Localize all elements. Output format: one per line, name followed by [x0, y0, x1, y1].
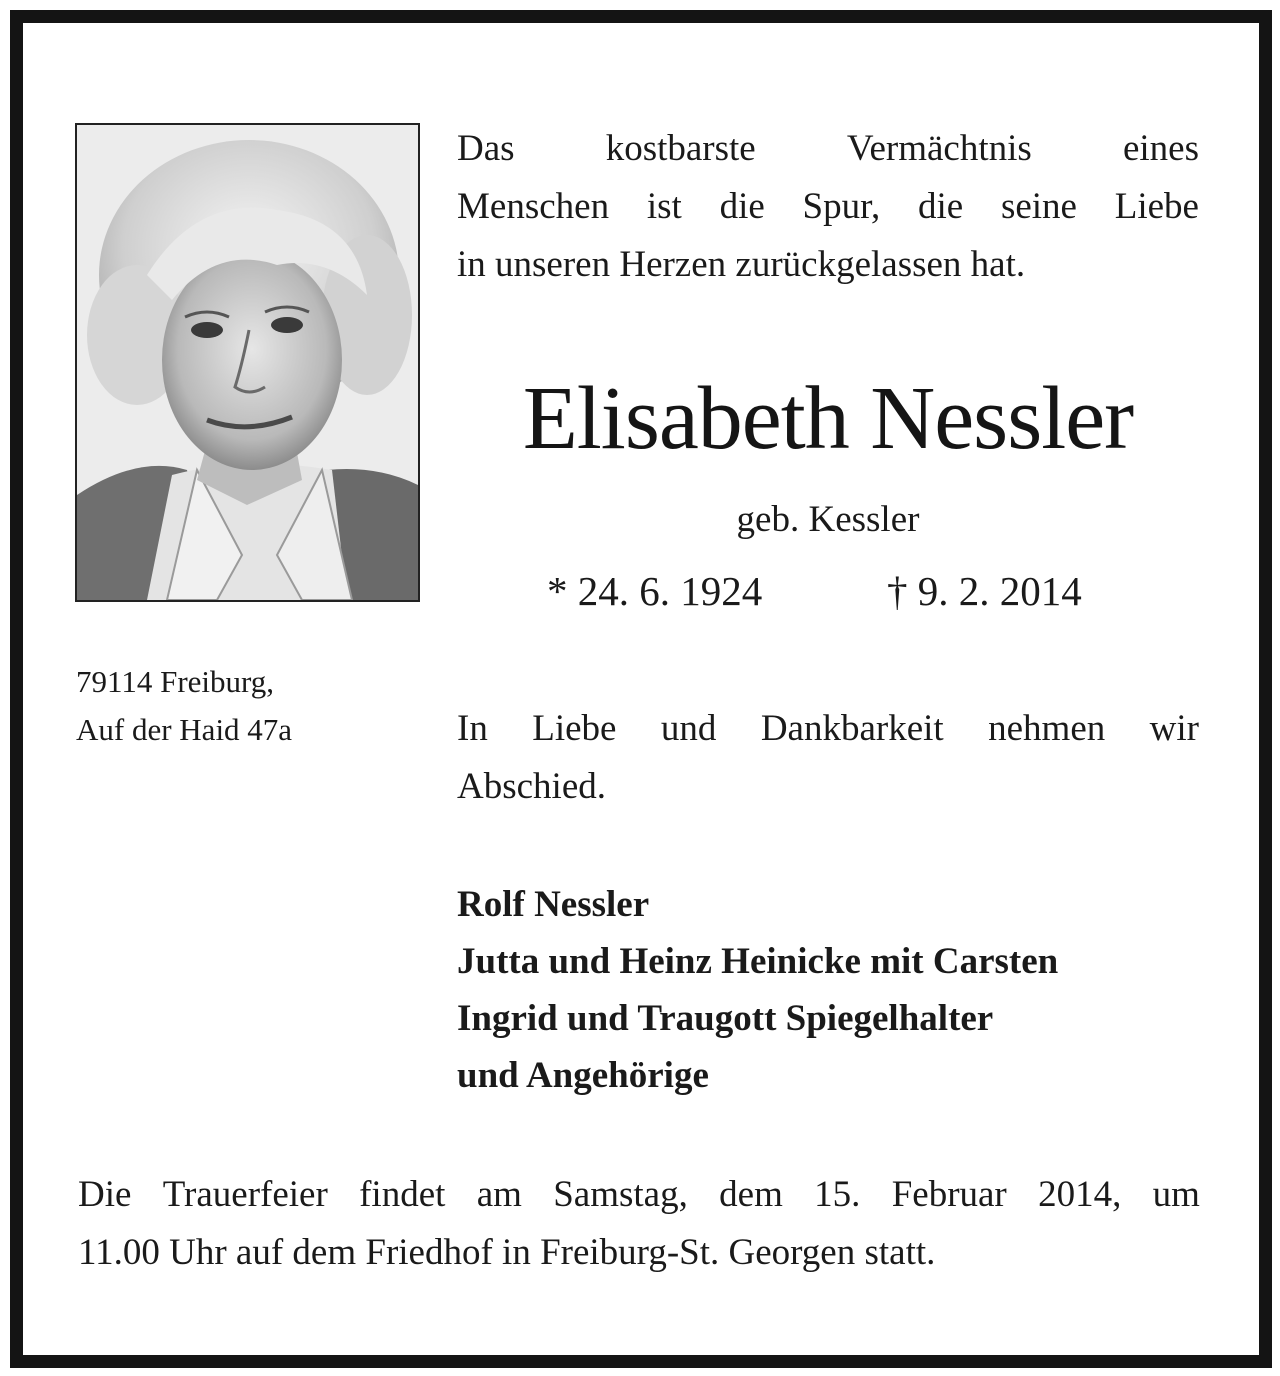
address-line-2: Auf der Haid 47a: [76, 712, 293, 747]
maiden-name: geb. Kessler: [736, 499, 920, 540]
quote-word: die: [719, 186, 765, 227]
quote-word: Spur,: [802, 186, 881, 227]
quote-word: kostbarste: [605, 128, 756, 169]
quote-word: Vermächtnis: [846, 128, 1032, 169]
funeral-word: Trauerfeier: [162, 1174, 328, 1215]
quote-line-1: [457, 120, 1199, 178]
funeral-notice-line-2: 11.00 Uhr auf dem Friedhof in Freiburg-St. Georgen statt.: [78, 1232, 936, 1273]
quote-line-3: in unseren Herzen zurückgelassen hat.: [457, 244, 1026, 285]
memorial-quote: [457, 120, 1199, 294]
farewell-word: und: [660, 708, 717, 749]
funeral-word: Februar: [891, 1174, 1007, 1215]
farewell-line-2: Abschied.: [457, 766, 606, 807]
farewell-word: In: [457, 708, 488, 749]
quote-word: die: [917, 186, 964, 227]
funeral-word: am: [476, 1174, 522, 1215]
mourners-list: [457, 876, 1217, 1104]
mourner-line: Ingrid und Traugott Spiegelhalter: [457, 998, 994, 1039]
quote-word: Liebe: [1114, 186, 1199, 227]
portrait-photo: [75, 123, 420, 602]
quote-word: Das: [457, 128, 515, 169]
farewell-word: Dankbarkeit: [760, 708, 944, 749]
funeral-notice-line-1: [78, 1166, 1200, 1224]
funeral-word: dem: [719, 1174, 783, 1215]
funeral-word: findet: [359, 1174, 446, 1215]
quote-word: ist: [646, 186, 682, 227]
funeral-word: Samstag,: [553, 1174, 688, 1215]
quote-word: eines: [1122, 128, 1199, 169]
farewell-word: Liebe: [532, 708, 617, 749]
funeral-word: Die: [78, 1174, 132, 1215]
death-date: † 9. 2. 2014: [887, 568, 1082, 614]
funeral-word: 15.: [814, 1174, 861, 1215]
farewell-word: wir: [1149, 708, 1199, 749]
funeral-word: um: [1152, 1174, 1200, 1215]
quote-line-2: [457, 178, 1199, 236]
mourner-line: Jutta und Heinz Heinicke mit Carsten: [457, 941, 1059, 982]
farewell-line-1: [457, 700, 1199, 758]
address-block: [76, 658, 292, 754]
farewell-text: [457, 700, 1199, 816]
quote-word: Menschen: [457, 186, 610, 227]
mourner-line: Rolf Nessler: [457, 884, 650, 925]
birth-date: * 24. 6. 1924: [547, 568, 763, 614]
mourner-line: und Angehörige: [457, 1055, 709, 1096]
funeral-notice: [78, 1166, 1200, 1282]
funeral-word: 2014,: [1038, 1174, 1122, 1215]
quote-word: seine: [1000, 186, 1077, 227]
deceased-name: Elisabeth Nessler: [522, 369, 1134, 468]
address-line-1: 79114 Freiburg,: [76, 664, 275, 699]
farewell-word: nehmen: [988, 708, 1106, 749]
